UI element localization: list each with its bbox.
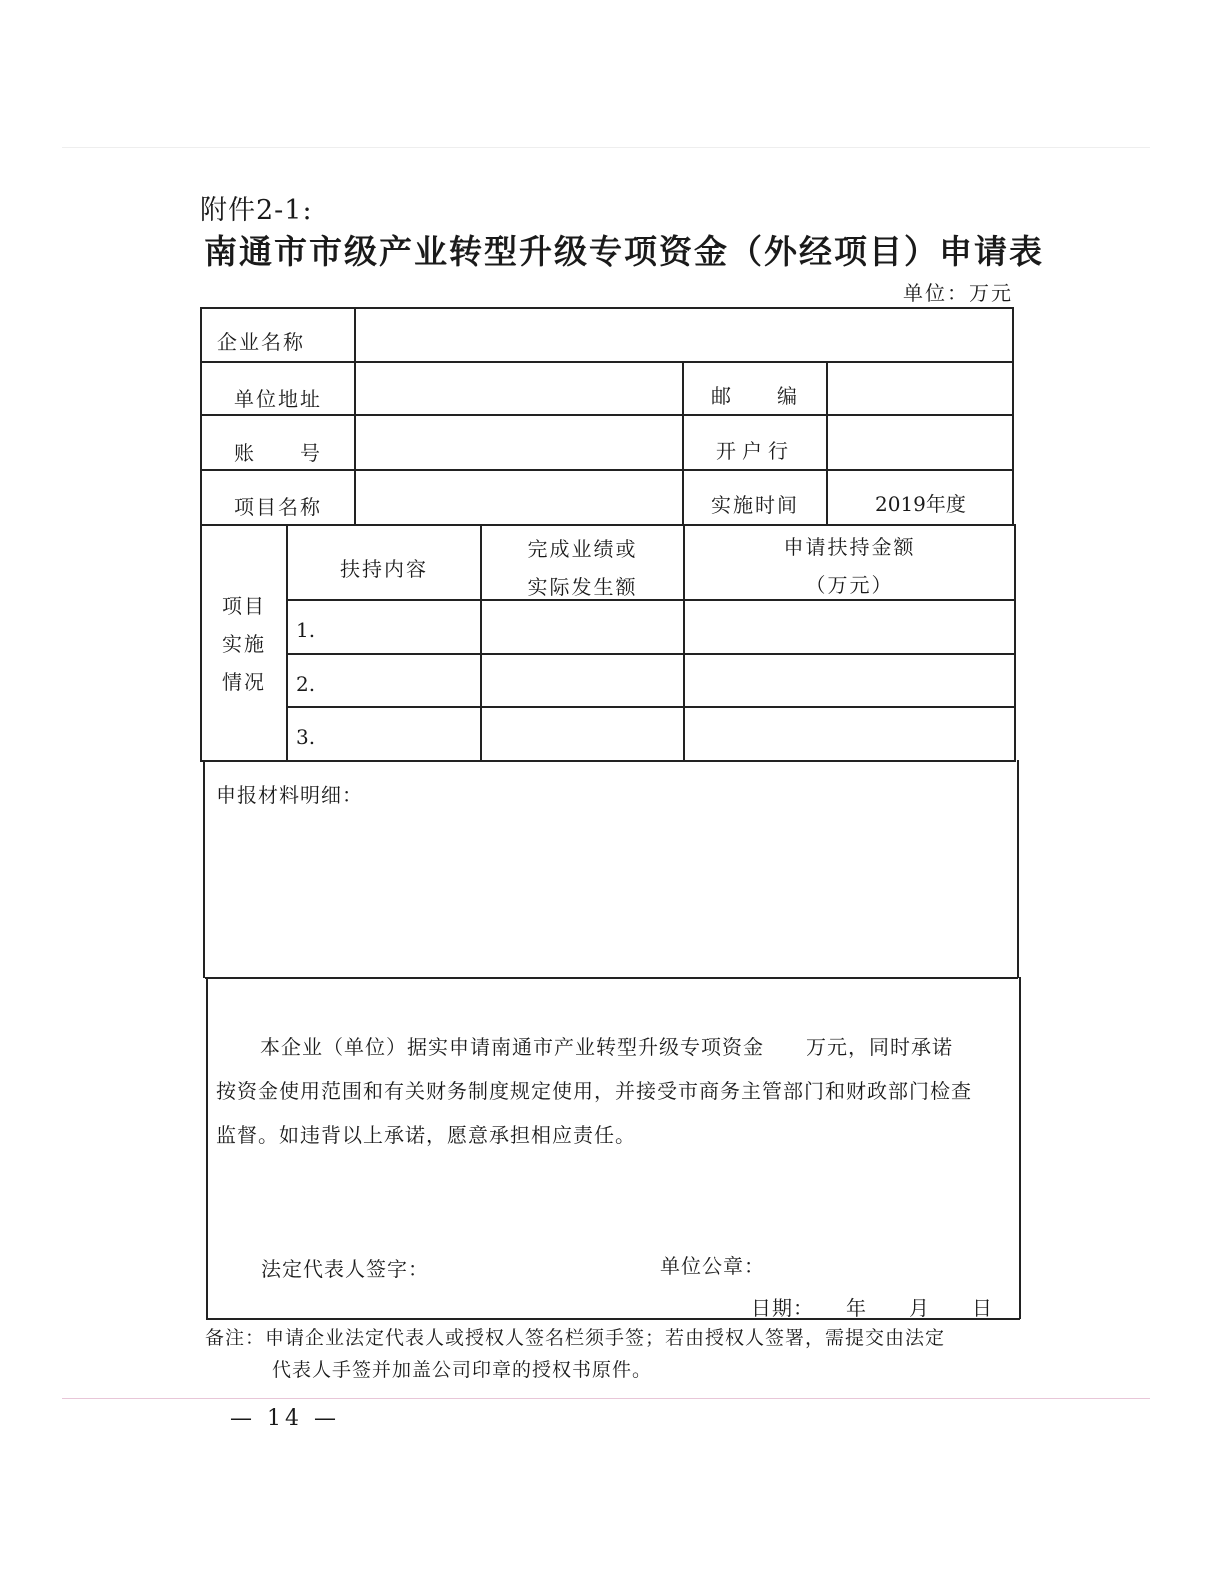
pledge-line: 本企业（单位）据实申请南通市产业转型升级专项资金 万元，同时承诺: [260, 1035, 953, 1059]
pledge-line: 按资金使用范围和有关财务制度规定使用，并接受市商务主管部门和财政部门检查: [216, 1079, 972, 1103]
period-label: 实施时间: [711, 493, 799, 517]
impl-label-line: 项目: [222, 594, 266, 618]
unit-note: 单位：万元: [903, 281, 1013, 305]
table-line: [1014, 524, 1016, 762]
performance-header-line: 完成业绩或: [527, 537, 638, 561]
postcode-field[interactable]: [828, 363, 1012, 414]
table-line: [202, 760, 1016, 762]
amount-field[interactable]: [685, 655, 1014, 706]
project-name-field[interactable]: [356, 471, 682, 524]
table-line: [205, 977, 1018, 979]
table-line: [682, 361, 684, 525]
performance-field[interactable]: [482, 601, 683, 653]
attachment-label: 附件2-1:: [200, 195, 313, 226]
impl-section-label: [202, 587, 286, 701]
pledge-text: [216, 1025, 1016, 1157]
address-field[interactable]: [356, 363, 682, 414]
table-line: [200, 524, 1014, 526]
pledge-line: 监督。如违背以上承诺，愿意承担相应责任。: [216, 1123, 636, 1147]
project-name-label: 项目名称: [234, 495, 322, 519]
row-number: 3.: [296, 725, 316, 749]
performance-header-line: 实际发生额: [527, 575, 638, 599]
table-line: [1019, 977, 1021, 1319]
bank-label: 开户行: [716, 439, 794, 463]
account-field[interactable]: [356, 416, 682, 469]
performance-field[interactable]: [482, 708, 683, 760]
company-name-field[interactable]: [356, 309, 1012, 361]
amount-field[interactable]: [685, 708, 1014, 760]
impl-label-line: 情况: [222, 670, 266, 694]
materials-field[interactable]: [206, 815, 1014, 975]
seal-label: 单位公章：: [660, 1254, 765, 1278]
form-title: 南通市市级产业转型升级专项资金（外经项目）申请表: [204, 232, 1044, 271]
top-divider: [62, 147, 1150, 148]
materials-label: 申报材料明细：: [216, 783, 363, 807]
amount-header-line: 申请扶持金额: [783, 535, 916, 559]
support-content-field[interactable]: [320, 708, 480, 760]
footnote: [205, 1322, 945, 1386]
table-line: [1017, 760, 1019, 978]
amount-field[interactable]: [685, 601, 1014, 653]
signature-label: 法定代表人签字：: [261, 1257, 429, 1281]
support-content-header: 扶持内容: [340, 557, 428, 581]
account-label: 账 号: [234, 441, 322, 465]
table-line: [206, 977, 208, 1319]
table-line: [1012, 307, 1014, 525]
page-number: — 14 —: [230, 1406, 340, 1431]
bottom-divider: [62, 1398, 1150, 1399]
signature-field[interactable]: [430, 1245, 630, 1285]
period-value: 2019年度: [875, 492, 966, 516]
support-content-field[interactable]: [320, 655, 480, 706]
amount-header: [685, 528, 1014, 604]
table-line: [203, 760, 205, 978]
date-label: 日期： 年 月 日: [751, 1296, 993, 1320]
row-number: 1.: [296, 618, 316, 642]
address-label: 单位地址: [234, 387, 322, 411]
performance-field[interactable]: [482, 655, 683, 706]
support-content-field[interactable]: [320, 601, 480, 653]
footnote-line: 备注：申请企业法定代表人或授权人签名栏须手签；若由授权人签署，需提交由法定: [205, 1327, 946, 1349]
company-name-label: 企业名称: [217, 330, 305, 354]
row-number: 2.: [296, 672, 316, 696]
performance-header: [482, 530, 683, 606]
impl-label-line: 实施: [222, 632, 266, 656]
bank-field[interactable]: [828, 416, 1012, 469]
footnote-line: 代表人手签并加盖公司印章的授权书原件。: [272, 1359, 653, 1381]
amount-header-line: （万元）: [805, 573, 894, 597]
postcode-label: 邮 编: [711, 384, 799, 408]
